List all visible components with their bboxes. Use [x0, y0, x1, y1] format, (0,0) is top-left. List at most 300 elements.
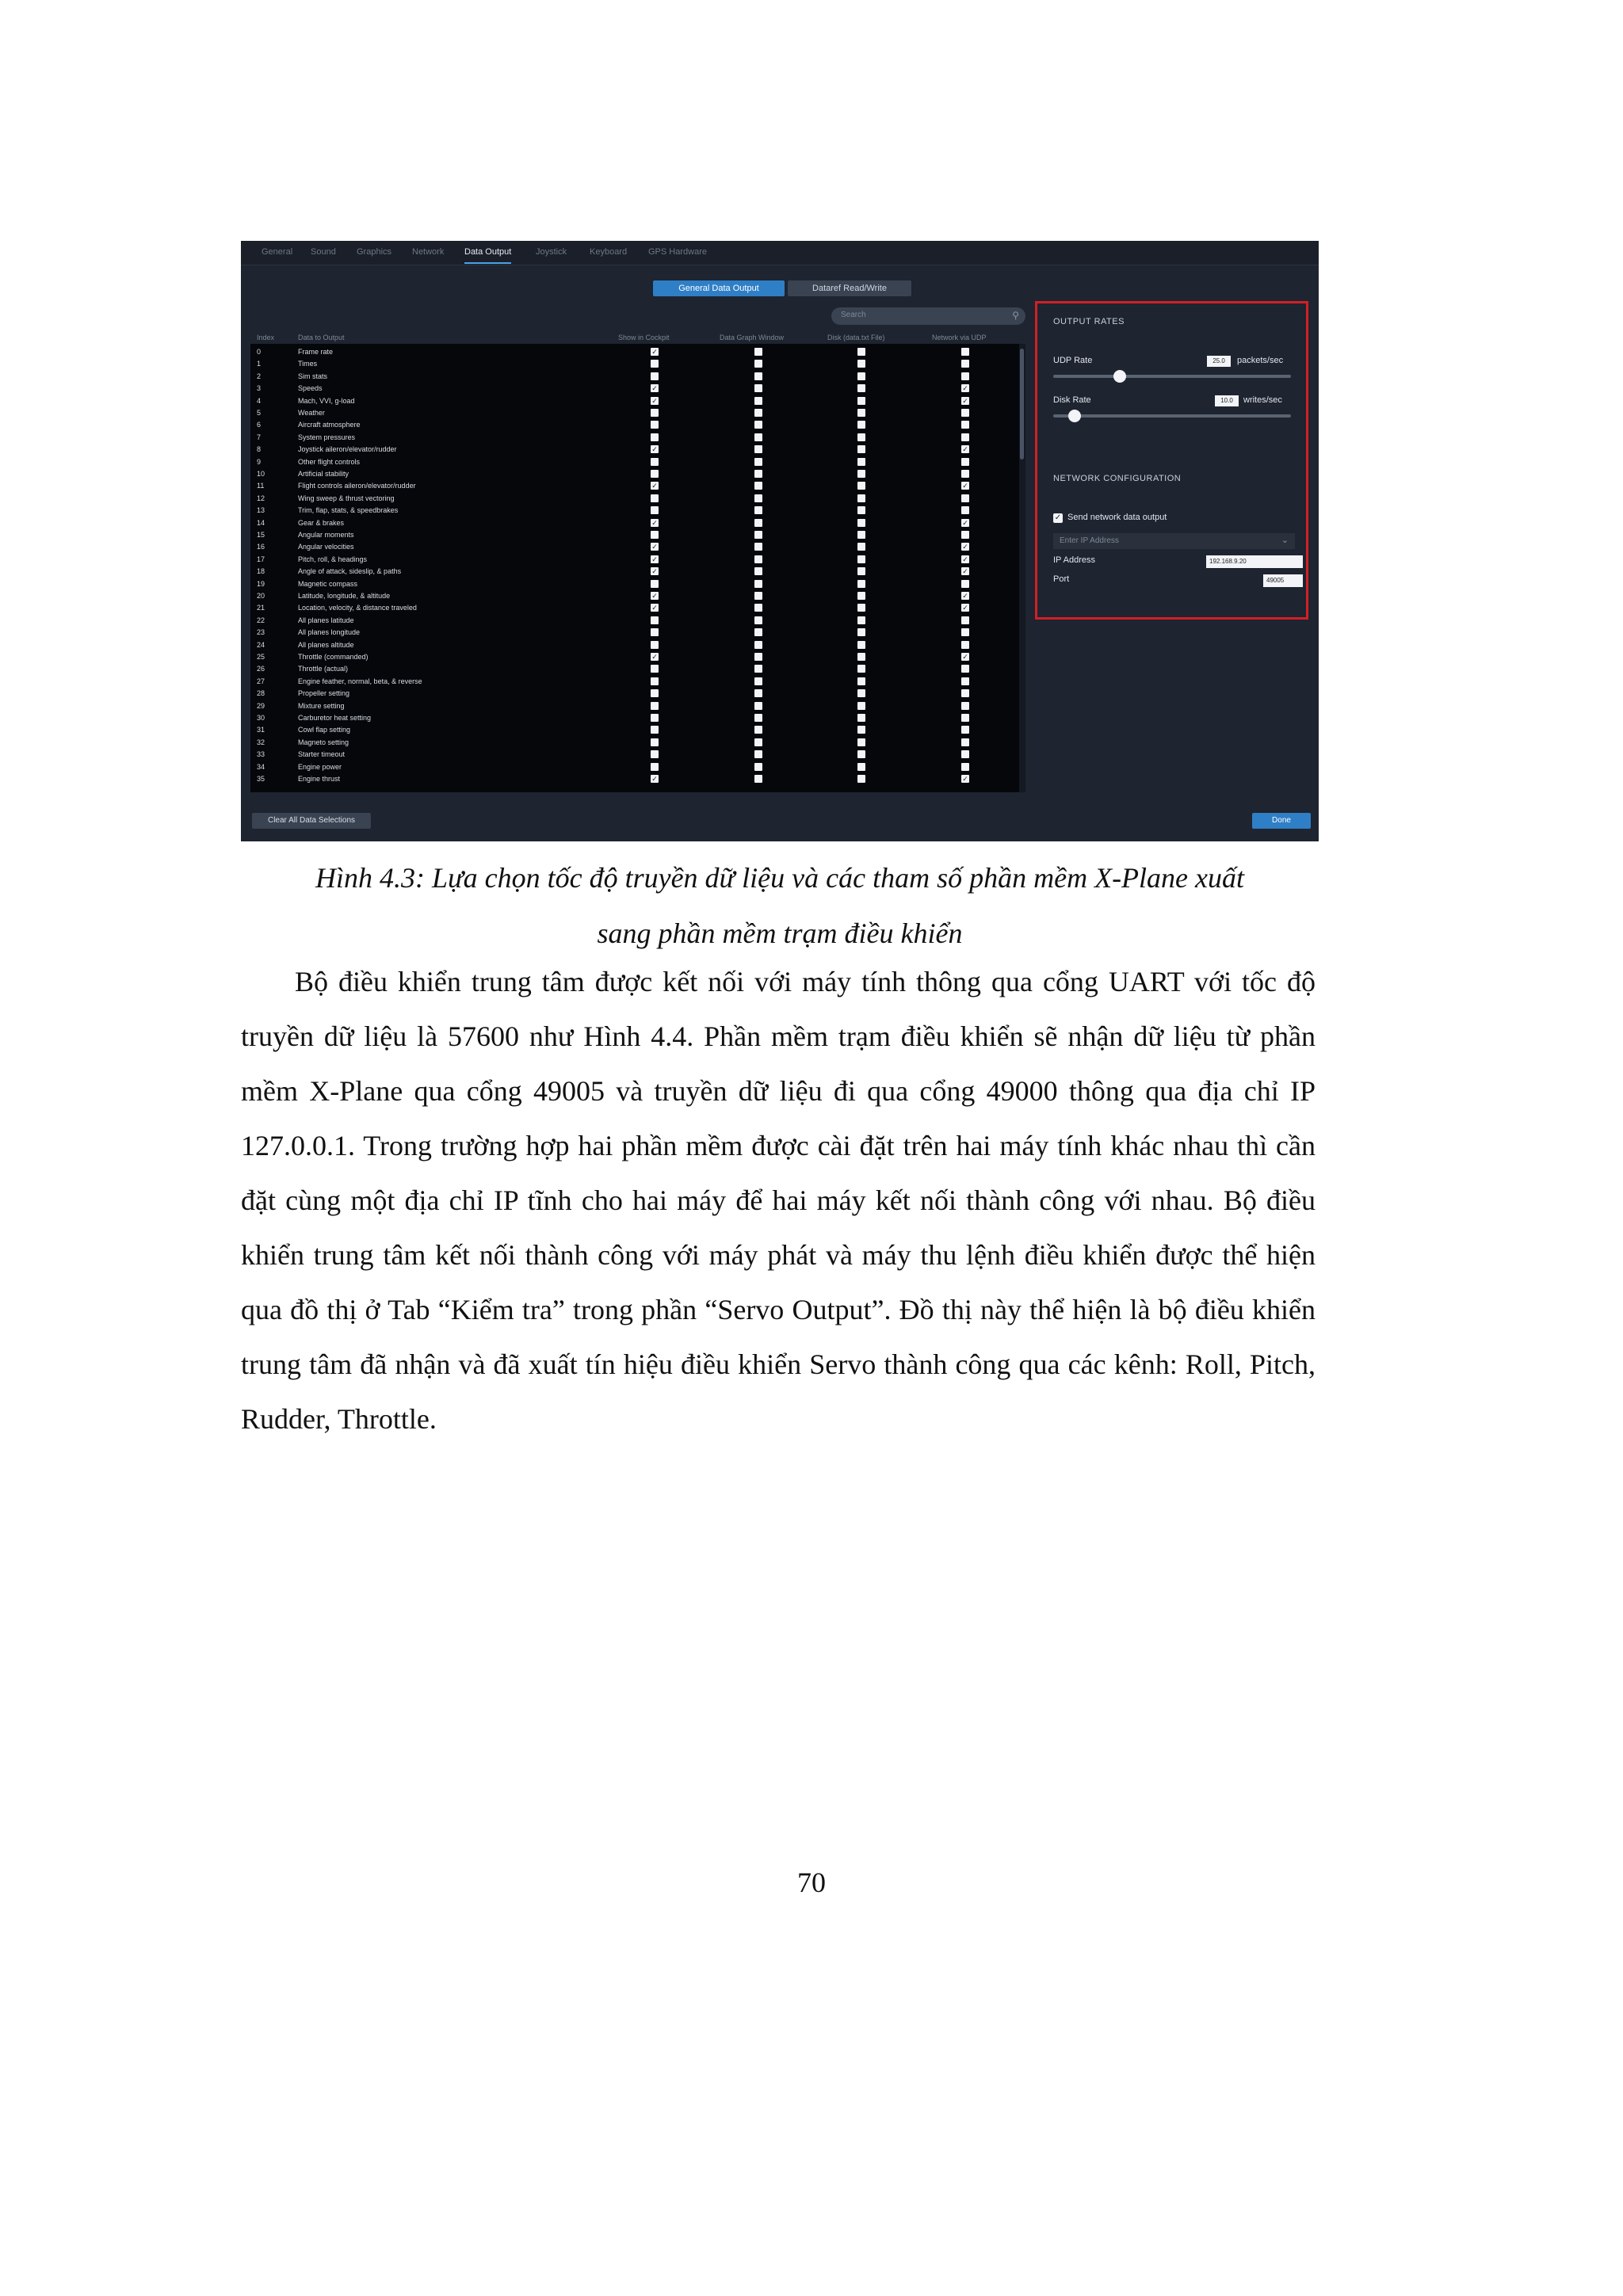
row-index: 26 — [257, 665, 265, 673]
disk-checkbox[interactable] — [857, 653, 865, 661]
output-rates-title: OUTPUT RATES — [1053, 317, 1125, 326]
graph-checkbox[interactable] — [754, 677, 762, 685]
graph-checkbox[interactable] — [754, 519, 762, 527]
page-number: 70 — [797, 1867, 826, 1898]
udp-checkbox[interactable] — [961, 360, 969, 368]
cockpit-checkbox[interactable]: ✓ — [651, 653, 658, 661]
tab-sound[interactable]: Sound — [311, 247, 336, 257]
disk-checkbox[interactable] — [857, 433, 865, 441]
cockpit-checkbox[interactable]: ✓ — [651, 543, 658, 551]
row-index: 8 — [257, 445, 262, 454]
xplane-settings-screenshot — [241, 241, 1319, 841]
udp-checkbox[interactable]: ✓ — [962, 604, 968, 612]
disk-checkbox[interactable] — [857, 372, 865, 380]
table-row — [250, 504, 1019, 516]
table-row — [250, 589, 1019, 601]
row-data-name: Angle of attack, sideslip, & paths — [298, 567, 402, 576]
table-row — [250, 675, 1019, 687]
udp-checkbox[interactable]: ✓ — [962, 445, 968, 454]
graph-checkbox[interactable] — [754, 775, 762, 783]
done-button[interactable]: Done — [1252, 813, 1311, 829]
graph-checkbox[interactable] — [754, 494, 762, 502]
row-index: 13 — [257, 506, 265, 515]
column-header-cockpit: Show in Cockpit — [618, 334, 670, 341]
graph-checkbox[interactable] — [754, 372, 762, 380]
udp-checkbox[interactable] — [961, 738, 969, 746]
table-row — [250, 639, 1019, 650]
disk-checkbox[interactable] — [857, 604, 865, 612]
output-settings-panel — [1035, 301, 1308, 620]
disk-checkbox[interactable] — [857, 445, 865, 453]
row-index: 16 — [257, 543, 265, 551]
row-data-name: Pitch, roll, & headings — [298, 555, 368, 563]
send-network-label: Send network data output — [1067, 513, 1167, 522]
table-row — [250, 711, 1019, 723]
udp-checkbox[interactable] — [961, 726, 969, 734]
graph-checkbox[interactable] — [754, 653, 762, 661]
table-row — [250, 650, 1019, 662]
disk-checkbox[interactable] — [857, 470, 865, 478]
disk-checkbox[interactable] — [857, 714, 865, 722]
udp-rate-slider-handle[interactable] — [1113, 370, 1126, 383]
row-index: 17 — [257, 555, 265, 563]
udp-checkbox[interactable] — [961, 689, 969, 697]
tab-data-output[interactable]: Data Output — [464, 247, 512, 257]
table-row — [250, 443, 1019, 455]
table-row — [250, 517, 1019, 528]
graph-checkbox[interactable] — [754, 397, 762, 405]
row-index: 24 — [257, 640, 265, 649]
udp-checkbox[interactable] — [961, 433, 969, 441]
graph-checkbox[interactable] — [754, 360, 762, 368]
ip-address-dropdown[interactable] — [1053, 533, 1295, 549]
subtab-general-data-output[interactable]: General Data Output — [653, 280, 785, 296]
udp-checkbox[interactable]: ✓ — [962, 775, 968, 783]
row-index: 4 — [257, 396, 262, 405]
row-index: 12 — [257, 494, 265, 502]
table-row — [250, 479, 1019, 491]
data-output-list — [250, 344, 1019, 792]
udp-checkbox[interactable]: ✓ — [962, 396, 968, 405]
scrollbar-thumb[interactable] — [1020, 349, 1024, 460]
graph-checkbox[interactable] — [754, 738, 762, 746]
cockpit-checkbox[interactable] — [651, 616, 659, 624]
cockpit-checkbox[interactable] — [651, 421, 659, 429]
graph-checkbox[interactable] — [754, 702, 762, 710]
row-data-name: Latitude, longitude, & altitude — [298, 592, 391, 600]
cockpit-checkbox[interactable]: ✓ — [651, 518, 658, 527]
row-data-name: Mach, VVI, g-load — [298, 396, 355, 405]
table-row — [250, 406, 1019, 418]
tab-joystick[interactable]: Joystick — [536, 247, 567, 257]
table-row — [250, 614, 1019, 626]
row-index: 18 — [257, 567, 265, 576]
table-row — [250, 565, 1019, 577]
row-data-name: Carburetor heat setting — [298, 714, 372, 722]
list-scrollbar[interactable] — [1019, 344, 1025, 792]
row-index: 2 — [257, 372, 262, 380]
udp-checkbox[interactable]: ✓ — [962, 653, 968, 661]
column-header-index: Index — [257, 334, 275, 341]
row-data-name: Engine thrust — [298, 775, 341, 783]
column-header-data: Data to Output — [298, 334, 345, 341]
graph-checkbox[interactable] — [754, 726, 762, 734]
disk-rate-slider[interactable] — [1053, 414, 1291, 418]
cockpit-checkbox[interactable] — [651, 372, 659, 380]
disk-checkbox[interactable] — [857, 458, 865, 466]
disk-checkbox[interactable] — [857, 519, 865, 527]
row-data-name: Propeller setting — [298, 689, 350, 698]
search-icon: ⚲ — [1012, 310, 1019, 321]
row-data-name: Starter timeout — [298, 750, 346, 759]
row-index: 30 — [257, 714, 265, 722]
disk-checkbox[interactable] — [857, 592, 865, 600]
row-index: 3 — [257, 384, 262, 393]
udp-checkbox[interactable]: ✓ — [962, 518, 968, 527]
row-data-name: All planes latitude — [298, 616, 354, 624]
body-paragraph: Bộ điều khiển trung tâm được kết nối với máy tính thông qua cổng UART với tốc độ truyền dữ liệu là 57600 như Hình 4.4. Phần mềm trạm điều khiển sẽ nhận dữ liệu từ phần mềm X-Plane qua cổng 49005 và truyền dữ liệu đi qua cổng 49000 thông qua địa chỉ IP 127.0.0.1. Trong trường hợp hai phần mềm được cài đặt trên hai máy tính khác nhau thì cần đặt cùng một địa chỉ IP tĩnh cho hai máy để hai máy kết nối thành công với nhau. Bộ điều khiển trung tâm kết nối thành công với máy phát và máy thu lệnh điều khiển được thể hiện qua đồ thị ở Tab “Kiểm tra” trong phần “Servo Output”. Đồ thị này thể hiện là bộ điều khiển trung tâm đã nhận và đã xuất tín hiệu điều khiển Servo thành công qua các kênh: Roll, Pitch, Rudder, Throttle. — [241, 966, 1316, 1435]
disk-checkbox[interactable] — [857, 738, 865, 746]
graph-checkbox[interactable] — [754, 555, 762, 563]
graph-checkbox[interactable] — [754, 458, 762, 466]
tab-keyboard[interactable]: Keyboard — [590, 247, 628, 257]
disk-checkbox[interactable] — [857, 580, 865, 588]
udp-checkbox[interactable] — [961, 616, 969, 624]
port-field[interactable]: 49005 — [1263, 574, 1303, 587]
row-index: 10 — [257, 470, 265, 478]
row-index: 6 — [257, 421, 262, 429]
cockpit-checkbox[interactable]: ✓ — [651, 445, 658, 454]
cockpit-checkbox[interactable] — [651, 628, 659, 636]
disk-checkbox[interactable] — [857, 689, 865, 697]
udp-checkbox[interactable] — [961, 665, 969, 673]
graph-checkbox[interactable] — [754, 580, 762, 588]
ip-address-label: IP Address — [1053, 555, 1095, 565]
udp-checkbox[interactable] — [961, 421, 969, 429]
disk-rate-label: Disk Rate — [1053, 395, 1091, 405]
disk-checkbox[interactable] — [857, 628, 865, 636]
cockpit-checkbox[interactable] — [651, 458, 659, 466]
graph-checkbox[interactable] — [754, 665, 762, 673]
tab-general[interactable]: General — [262, 247, 293, 257]
figure-caption-line-2: sang phần mềm trạm điều khiển — [597, 917, 963, 949]
graph-checkbox[interactable] — [754, 641, 762, 649]
row-index: 11 — [257, 482, 265, 490]
row-data-name: Sim stats — [298, 372, 328, 380]
graph-checkbox[interactable] — [754, 421, 762, 429]
udp-checkbox[interactable] — [961, 531, 969, 539]
row-data-name: Artificial stability — [298, 470, 349, 478]
graph-checkbox[interactable] — [754, 384, 762, 392]
udp-rate-label: UDP Rate — [1053, 356, 1093, 365]
udp-checkbox[interactable] — [961, 494, 969, 502]
table-row — [250, 748, 1019, 760]
cockpit-checkbox[interactable] — [651, 738, 659, 746]
cockpit-checkbox[interactable] — [651, 714, 659, 722]
cockpit-checkbox[interactable] — [651, 494, 659, 502]
cockpit-checkbox[interactable] — [651, 506, 659, 514]
disk-checkbox[interactable] — [857, 348, 865, 356]
disk-rate-slider-handle[interactable] — [1068, 410, 1081, 422]
search-placeholder: Search — [841, 311, 866, 319]
cockpit-checkbox[interactable]: ✓ — [651, 604, 658, 612]
udp-checkbox[interactable] — [961, 409, 969, 417]
row-data-name: Engine power — [298, 762, 342, 771]
chevron-down-icon: ⌄ — [1281, 536, 1289, 545]
disk-checkbox[interactable] — [857, 555, 865, 563]
disk-checkbox[interactable] — [857, 616, 865, 624]
graph-checkbox[interactable] — [754, 543, 762, 551]
udp-checkbox[interactable] — [961, 714, 969, 722]
udp-checkbox[interactable] — [961, 750, 969, 758]
row-data-name: Wing sweep & thrust vectoring — [298, 494, 395, 502]
tab-network[interactable]: Network — [412, 247, 445, 257]
disk-checkbox[interactable] — [857, 482, 865, 490]
disk-checkbox[interactable] — [857, 384, 865, 392]
row-data-name: Flight controls aileron/elevator/rudder — [298, 482, 416, 490]
graph-checkbox[interactable] — [754, 409, 762, 417]
udp-checkbox[interactable]: ✓ — [962, 567, 968, 576]
cockpit-checkbox[interactable]: ✓ — [651, 592, 658, 600]
row-index: 31 — [257, 726, 265, 734]
row-data-name: Other flight controls — [298, 457, 361, 466]
udp-checkbox[interactable] — [961, 580, 969, 588]
graph-checkbox[interactable] — [754, 433, 762, 441]
row-data-name: All planes altitude — [298, 640, 354, 649]
row-index: 22 — [257, 616, 265, 624]
cockpit-checkbox[interactable]: ✓ — [651, 555, 658, 563]
udp-checkbox[interactable] — [961, 641, 969, 649]
udp-checkbox[interactable] — [961, 702, 969, 710]
body-text — [241, 955, 1316, 1447]
table-row — [250, 357, 1019, 369]
row-data-name: Magnetic compass — [298, 579, 358, 588]
row-data-name: Throttle (actual) — [298, 665, 349, 673]
row-index: 15 — [257, 531, 265, 539]
port-label: Port — [1053, 574, 1070, 584]
row-data-name: Weather — [298, 409, 325, 417]
graph-checkbox[interactable] — [754, 445, 762, 453]
udp-checkbox[interactable] — [961, 458, 969, 466]
disk-checkbox[interactable] — [857, 409, 865, 417]
row-data-name: Frame rate — [298, 348, 334, 356]
disk-checkbox[interactable] — [857, 677, 865, 685]
udp-checkbox[interactable]: ✓ — [962, 543, 968, 551]
row-index: 1 — [257, 360, 262, 368]
table-row — [250, 395, 1019, 406]
cockpit-checkbox[interactable] — [651, 750, 659, 758]
table-row — [250, 345, 1019, 357]
udp-rate-field[interactable]: 25.0 — [1207, 356, 1231, 367]
row-data-name: Magneto setting — [298, 738, 349, 746]
cockpit-checkbox[interactable] — [651, 677, 659, 685]
table-row — [250, 492, 1019, 504]
row-data-name: Joystick aileron/elevator/rudder — [298, 445, 397, 454]
cockpit-checkbox[interactable] — [651, 409, 659, 417]
table-row — [250, 553, 1019, 565]
table-row — [250, 761, 1019, 772]
table-row — [250, 700, 1019, 711]
row-data-name: All planes longitude — [298, 628, 361, 637]
graph-checkbox[interactable] — [754, 763, 762, 771]
cockpit-checkbox[interactable]: ✓ — [651, 567, 658, 576]
disk-checkbox[interactable] — [857, 543, 865, 551]
graph-checkbox[interactable] — [754, 482, 762, 490]
udp-checkbox[interactable] — [961, 372, 969, 380]
row-data-name: Mixture setting — [298, 701, 345, 710]
table-row — [250, 772, 1019, 784]
row-index: 34 — [257, 762, 265, 771]
table-row — [250, 370, 1019, 382]
graph-checkbox[interactable] — [754, 714, 762, 722]
udp-checkbox[interactable] — [961, 677, 969, 685]
cockpit-checkbox[interactable] — [651, 641, 659, 649]
row-index: 25 — [257, 653, 265, 661]
graph-checkbox[interactable] — [754, 348, 762, 356]
disk-checkbox[interactable] — [857, 702, 865, 710]
cockpit-checkbox[interactable] — [651, 470, 659, 478]
cockpit-checkbox[interactable]: ✓ — [651, 384, 658, 393]
row-index: 9 — [257, 457, 262, 466]
table-row — [250, 418, 1019, 430]
send-network-checkbox[interactable]: ✓ — [1054, 513, 1062, 522]
cockpit-checkbox[interactable] — [651, 689, 659, 697]
cockpit-checkbox[interactable] — [651, 433, 659, 441]
row-data-name: Cowl flap setting — [298, 726, 351, 734]
graph-checkbox[interactable] — [754, 750, 762, 758]
disk-rate-unit: writes/sec — [1243, 395, 1282, 405]
disk-rate-field[interactable]: 10.0 — [1215, 395, 1239, 406]
graph-checkbox[interactable] — [754, 628, 762, 636]
row-index: 0 — [257, 348, 262, 356]
udp-checkbox[interactable]: ✓ — [962, 592, 968, 600]
row-index: 29 — [257, 701, 265, 710]
table-row — [250, 528, 1019, 540]
cockpit-checkbox[interactable] — [651, 531, 659, 539]
graph-checkbox[interactable] — [754, 567, 762, 575]
cockpit-checkbox[interactable]: ✓ — [651, 775, 658, 783]
row-data-name: Speeds — [298, 384, 323, 393]
row-data-name: Aircraft atmosphere — [298, 421, 361, 429]
udp-checkbox[interactable] — [961, 348, 969, 356]
disk-checkbox[interactable] — [857, 421, 865, 429]
tab-graphics[interactable]: Graphics — [357, 247, 392, 257]
table-row — [250, 626, 1019, 638]
table-row — [250, 456, 1019, 467]
cockpit-checkbox[interactable] — [651, 726, 659, 734]
row-index: 19 — [257, 579, 265, 588]
row-index: 23 — [257, 628, 265, 637]
column-header-disk: Disk (data.txt File) — [827, 334, 885, 341]
network-config-title: NETWORK CONFIGURATION — [1053, 474, 1182, 483]
settings-tab-bar — [241, 241, 1319, 265]
row-data-name: Angular velocities — [298, 543, 354, 551]
row-index: 33 — [257, 750, 265, 759]
disk-checkbox[interactable] — [857, 726, 865, 734]
table-row — [250, 431, 1019, 443]
table-row — [250, 687, 1019, 699]
graph-checkbox[interactable] — [754, 592, 762, 600]
table-row — [250, 601, 1019, 613]
row-data-name: Engine feather, normal, beta, & reverse — [298, 677, 422, 685]
cockpit-checkbox[interactable]: ✓ — [651, 482, 658, 490]
udp-checkbox[interactable]: ✓ — [962, 482, 968, 490]
row-data-name: Location, velocity, & distance traveled — [298, 604, 417, 612]
row-index: 35 — [257, 775, 265, 783]
row-index: 32 — [257, 738, 265, 746]
graph-checkbox[interactable] — [754, 616, 762, 624]
disk-checkbox[interactable] — [857, 750, 865, 758]
udp-checkbox[interactable] — [961, 470, 969, 478]
clear-selections-button[interactable]: Clear All Data Selections — [252, 813, 371, 829]
disk-checkbox[interactable] — [857, 531, 865, 539]
cockpit-checkbox[interactable] — [651, 360, 659, 368]
disk-checkbox[interactable] — [857, 775, 865, 783]
search-input[interactable] — [831, 307, 1025, 325]
ip-address-field[interactable]: 192.168.9.20 — [1206, 555, 1303, 568]
graph-checkbox[interactable] — [754, 531, 762, 539]
table-row — [250, 723, 1019, 735]
table-row — [250, 578, 1019, 589]
disk-checkbox[interactable] — [857, 506, 865, 514]
udp-checkbox[interactable]: ✓ — [962, 384, 968, 393]
graph-checkbox[interactable] — [754, 689, 762, 697]
cockpit-checkbox[interactable]: ✓ — [651, 348, 658, 356]
udp-checkbox[interactable]: ✓ — [962, 555, 968, 563]
row-index: 14 — [257, 518, 265, 527]
graph-checkbox[interactable] — [754, 470, 762, 478]
row-data-name: Gear & brakes — [298, 518, 345, 527]
cockpit-checkbox[interactable] — [651, 580, 659, 588]
udp-checkbox[interactable] — [961, 506, 969, 514]
figure-caption-line-1: Hình 4.3: Lựa chọn tốc độ truyền dữ liệu và các tham số phần mềm X-Plane xuất — [315, 862, 1245, 894]
row-data-name: Angular moments — [298, 531, 354, 539]
row-index: 5 — [257, 409, 262, 417]
cockpit-checkbox[interactable] — [651, 702, 659, 710]
tab-gps-hardware[interactable]: GPS Hardware — [648, 247, 707, 257]
subtab-dataref-read-write[interactable]: Dataref Read/Write — [788, 280, 911, 296]
disk-checkbox[interactable] — [857, 494, 865, 502]
ip-dropdown-placeholder: Enter IP Address — [1060, 536, 1119, 545]
cockpit-checkbox[interactable] — [651, 665, 659, 673]
table-row — [250, 382, 1019, 394]
udp-checkbox[interactable] — [961, 763, 969, 771]
row-index: 27 — [257, 677, 265, 685]
udp-rate-slider[interactable] — [1053, 375, 1291, 378]
disk-checkbox[interactable] — [857, 567, 865, 575]
graph-checkbox[interactable] — [754, 604, 762, 612]
udp-rate-unit: packets/sec — [1237, 356, 1284, 365]
column-header-udp: Network via UDP — [932, 334, 987, 341]
disk-checkbox[interactable] — [857, 360, 865, 368]
disk-checkbox[interactable] — [857, 641, 865, 649]
cockpit-checkbox[interactable]: ✓ — [651, 396, 658, 405]
disk-checkbox[interactable] — [857, 763, 865, 771]
row-data-name: Trim, flap, stats, & speedbrakes — [298, 506, 399, 515]
row-index: 28 — [257, 689, 265, 698]
graph-checkbox[interactable] — [754, 506, 762, 514]
table-row — [250, 736, 1019, 748]
row-data-name: Times — [298, 360, 318, 368]
row-index: 7 — [257, 433, 262, 441]
column-header-graph: Data Graph Window — [720, 334, 785, 341]
table-row — [250, 662, 1019, 674]
disk-checkbox[interactable] — [857, 397, 865, 405]
udp-checkbox[interactable] — [961, 628, 969, 636]
cockpit-checkbox[interactable] — [651, 763, 659, 771]
table-row — [250, 467, 1019, 479]
disk-checkbox[interactable] — [857, 665, 865, 673]
